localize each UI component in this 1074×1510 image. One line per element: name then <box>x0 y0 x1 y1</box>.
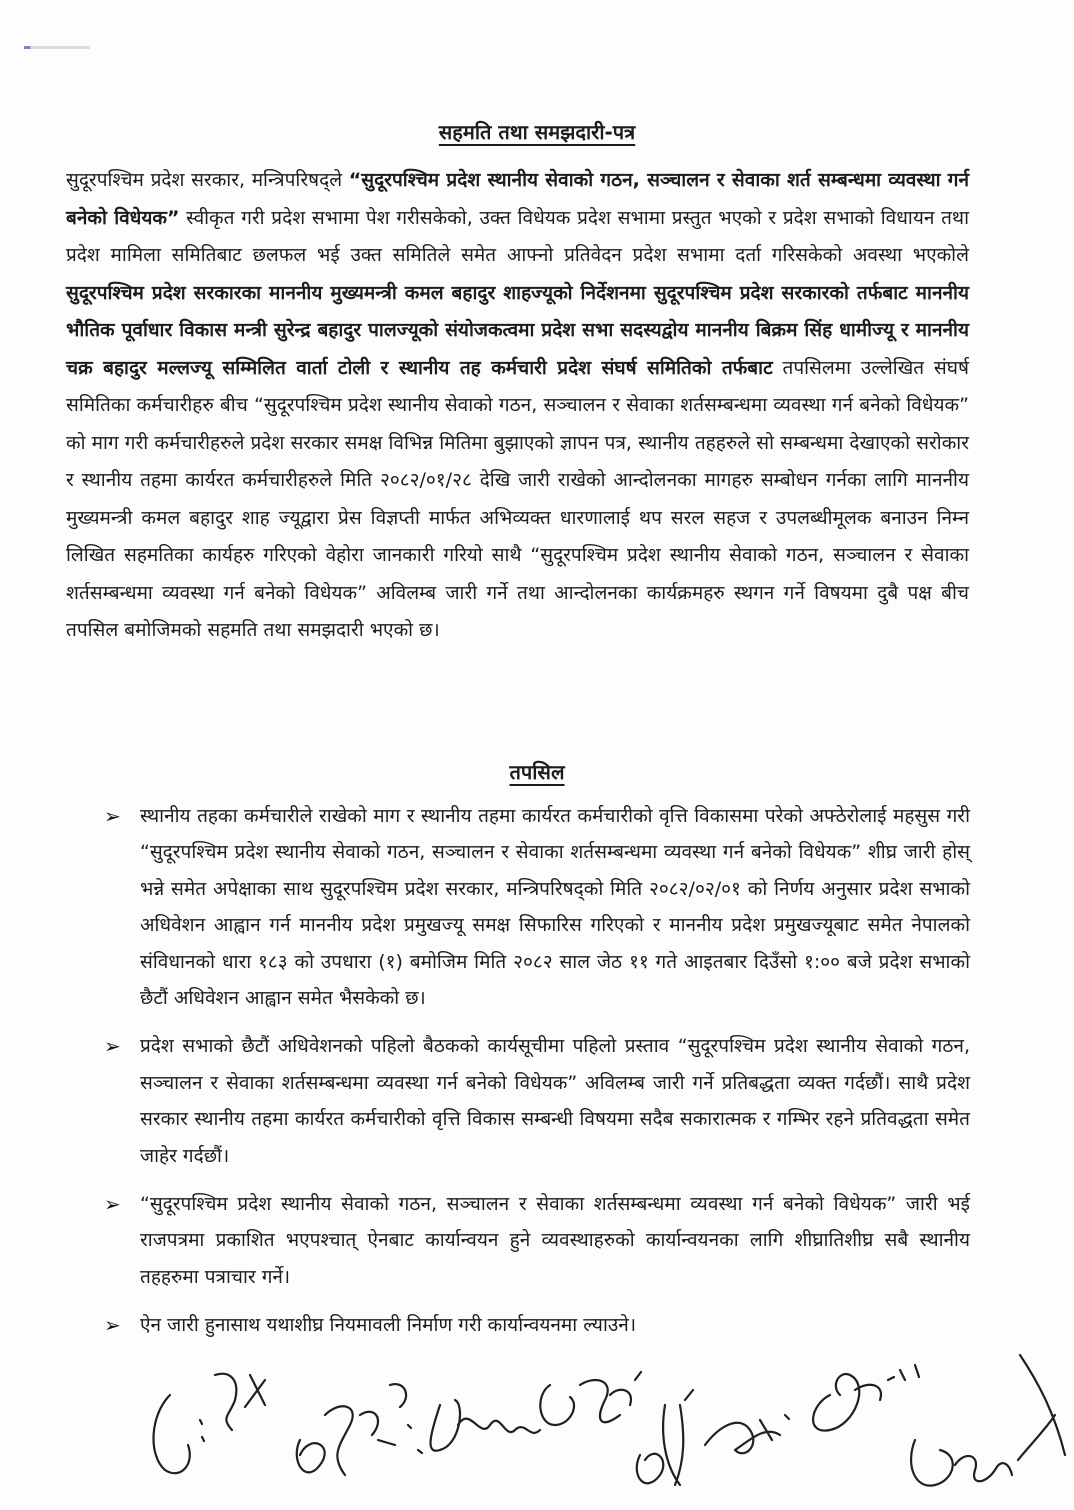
intro-text-3: तपसिलमा उल्लेखित संघर्ष समितिका कर्मचारीहरु बीच “सुदूरपश्चिम प्रदेश स्थानीय सेवाको गठन, सञ्चालन र सेवाका शर्तसम्बन्धमा व्यवस्था गर्न बनेको विधेयक” को माग गरी कर्मचारीहरुले प्रदेश सरकार समक्ष विभिन्न मितिमा बुझाएको ज्ञापन पत्र, स्थानीय तहहरुले सो सम्बन्धमा देखाएको सरोकार र स्थानीय तहमा कार्यरत कर्मचारीहरुले मिति २०८२/०१/२८ देखि जारी राखेको आन्दोलनका मागहरु सम्बोधन गर्नका लागि माननीय मुख्यमन्त्री कमल बहादुर शाह ज्यूद्वारा प्रेस विज्ञप्ती मार्फत अभिव्यक्त धारणालाई थप सरल सहज र उपलब्धीमूलक बनाउन निम्न लिखित सहमतिका कार्यहरु गरिएको वेहोरा जानकारी गरियो साथै “सुदूरपश्चिम प्रदेश स्थानीय सेवाको गठन, सञ्चालन र सेवाका शर्तसम्बन्धमा व्यवस्था गर्न बनेको विधेयक” अविलम्ब जारी गर्ने तथा आन्दोलनका कार्यक्रमहरु स्थगन गर्ने विषयमा दुबै पक्ष बीच तपसिल बमोजिमको सहमति तथा समझदारी भएको छ। <box>66 356 969 641</box>
intro-text-2: स्वीकृत गरी प्रदेश सभामा पेश गरीसकेको, उक्त विधेयक प्रदेश सभामा प्रस्तुत भएको र प्रदेश सभाको विधायन तथा प्रदेश मामिला समितिबाट छलफल भई उक्त समितिले समेत आफ्नो प्रतिवेदन प्रदेश सभामा दर्ता गरिसकेको अवस्था भएकोले <box>66 206 969 266</box>
signature-7 <box>813 1365 919 1431</box>
list-item <box>100 1028 970 1174</box>
arrow-bullet-icon: ➢ <box>104 1034 121 1059</box>
clause-text: “सुदूरपश्चिम प्रदेश स्थानीय सेवाको गठन, सञ्चालन र सेवाका शर्तसम्बन्धमा व्यवस्था गर्न बनेको विधेयक” जारी भई राजपत्रमा प्रकाशित भएपश्चात् ऐनबाट कार्यान्वयन हुने व्यवस्थाहरुको कार्यान्वयनका लागि शीघ्रातिशीघ्र सबै स्थानीय तहहरुमा पत्राचार गर्ने। <box>140 1193 970 1288</box>
list-item <box>100 798 970 1016</box>
intro-directive: सुदूरपश्चिम प्रदेश सरकारका माननीय मुख्यमन्त्री कमल बहादुर शाहज्यूको निर्देशनमा सुदूरपश्चिम प्रदेश सरकारको तर्फबाट माननीय भौतिक पूर्वाधार विकास मन्त्री सुरेन्द्र बहादुर पालज्यूको संयोजकत्वमा प्रदेश सभा सदस्यद्वोय माननीय बिक्रम सिंह धामीज्यू र माननीय चक्र बहादुर मल्लज्यू सम्मिलित वार्ता टोली र स्थानीय तह कर्मचारी प्रदेश संघर्ष समितिको तर्फबाट <box>66 281 969 379</box>
signature-1 <box>154 1374 265 1473</box>
list-item <box>100 1307 970 1343</box>
signature-6 <box>705 1415 789 1453</box>
document-title: सहमति तथा समझदारी-पत्र <box>438 120 636 144</box>
arrow-bullet-icon: ➢ <box>104 1313 121 1338</box>
intro-text-1: सुदूरपश्चिम प्रदेश सरकार, मन्त्रिपरिषद्ले <box>66 169 349 191</box>
signature-5 <box>637 1390 693 1485</box>
list-item <box>100 1186 970 1295</box>
schedule-heading: तपसिल <box>509 760 565 784</box>
signature-block <box>140 1345 1070 1505</box>
clause-text: ऐन जारी हुनासाथ यथाशीघ्र नियमावली निर्माण गरी कार्यान्वयनमा ल्याउने। <box>140 1314 637 1337</box>
clause-text: स्थानीय तहका कर्मचारीले राखेको माग र स्थानीय तहमा कार्यरत कर्मचारीको वृत्ति विकासमा परेको अफ्ठेरोलाई महसुस गरी “सुदूरपश्चिम प्रदेश स्थानीय सेवाको गठन, सञ्चालन र सेवाका शर्तसम्बन्धमा व्यवस्था गर्न बनेको विधेयक” शीघ्र जारी होस् भन्ने समेत अपेक्षाका साथ सुदूरपश्चिम प्रदेश सरकार, मन्त्रिपरिषद्को मिति २०८२/०२/०१ को निर्णय अनुसार प्रदेश सभाको अधिवेशन आह्वान गर्न माननीय प्रदेश प्रमुखज्यू समक्ष सिफारिस गरिएको र माननीय प्रदेश प्रमुखज्यूबाट समेत नेपालको संविधानको धारा १८३ को उपधारा (१) बमोजिम मिति २०८२ साल जेठ ११ गते आइतबार दिउँसो १:०० बजे प्रदेश सभाको छैटौं अधिवेशन आह्वान समेत भैसकेको छ। <box>140 805 970 1010</box>
signatures-drawing <box>140 1345 1070 1505</box>
signature-3 <box>431 1400 540 1451</box>
scan-corner-mark <box>24 46 90 49</box>
intro-paragraph <box>66 162 969 650</box>
signature-2 <box>297 1384 422 1475</box>
clause-text: प्रदेश सभाको छैटौं अधिवेशनको पहिलो बैठकको कार्यसूचीमा पहिलो प्रस्ताव “सुदूरपश्चिम प्रदेश स्थानीय सेवाको गठन, सञ्चालन र सेवाका शर्तसम्बन्धमा व्यवस्था गर्न बनेको विधेयक” अविलम्ब जारी गर्ने प्रतिबद्धता व्यक्त गर्दछौं। साथै प्रदेश सरकार स्थानीय तहमा कार्यरत कर्मचारीको वृत्ति विकास सम्बन्धी विषयमा सदैब सकारात्मक र गम्भिर रहने प्रतिवद्धता समेत जाहेर गर्दछौं। <box>140 1035 970 1167</box>
arrow-bullet-icon: ➢ <box>104 804 121 828</box>
schedule-list <box>100 798 970 1356</box>
signature-4 <box>540 1372 641 1425</box>
arrow-bullet-icon: ➢ <box>104 1192 121 1217</box>
signature-8 <box>911 1355 1065 1486</box>
intro-bill-name: “सुदूरपश्चिम प्रदेश स्थानीय सेवाको गठन, सञ्चालन र सेवाका शर्त सम्बन्धमा व्यवस्था गर्न बनेको विधेयक” <box>66 169 969 229</box>
